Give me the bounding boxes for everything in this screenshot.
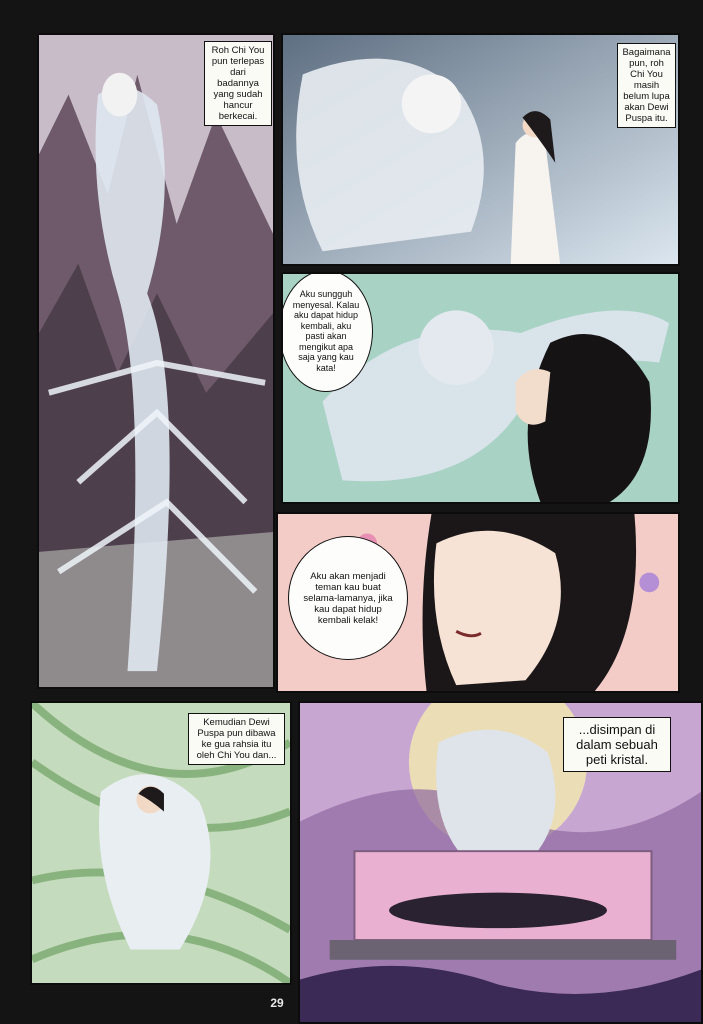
spirit-illustration <box>39 35 273 687</box>
panel-6-caption: ...disimpan di dalam sebuah peti kristal. <box>563 717 671 772</box>
panel-6-crystal-coffin <box>298 701 703 1024</box>
panel-5-carried-to-cave <box>30 701 292 985</box>
panel-2-caption: Bagaimana pun, roh Chi You masih belum lupa akan Dewi Puspa itu. <box>617 43 676 128</box>
panel-3-speech-bubble: Aku sungguh menyesal. Kalau aku dapat hidup kembali, aku pasti akan mengikut apa saja yang kau kata! <box>281 272 373 392</box>
page-number: 29 <box>270 996 284 1010</box>
panel-3-spirit-confession <box>281 272 680 504</box>
panel-2-spirit-and-goddess <box>281 33 680 266</box>
panel-5-caption: Kemudian Dewi Puspa pun dibawa ke gua rahsia itu oleh Chi You dan... <box>188 713 285 765</box>
panel-4-goddess-closeup <box>276 512 680 693</box>
panel-1-caption: Roh Chi You pun terlepas dari badannya yang sudah hancur berkecai. <box>204 41 272 126</box>
panel-1-spirit-rising <box>37 33 275 689</box>
panel-4-speech-bubble: Aku akan menjadi teman kau buat selama-lamanya, jika kau dapat hidup kembali kelak! <box>288 536 408 660</box>
